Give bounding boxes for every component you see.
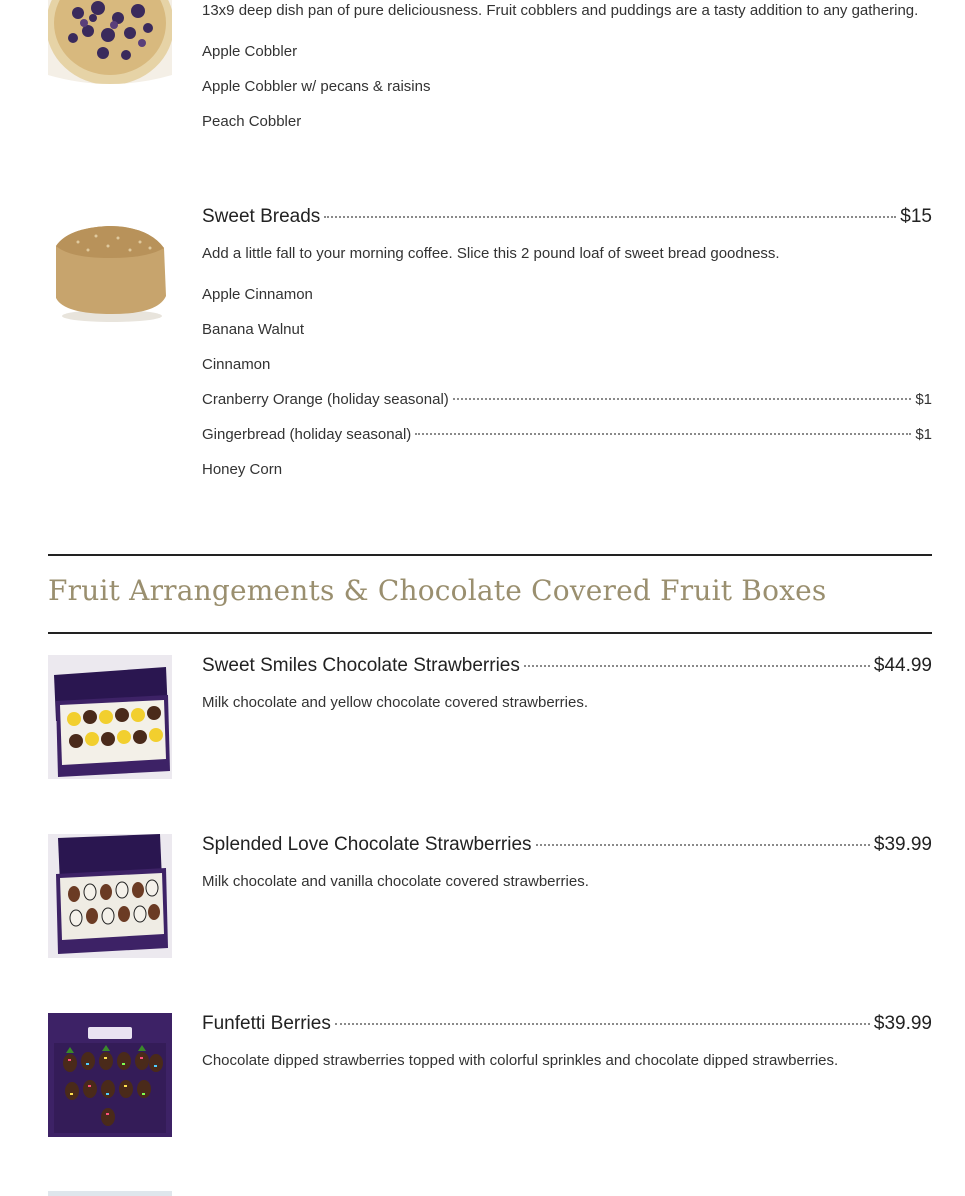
fruit-item-row	[202, 1013, 932, 1035]
cobbler-image	[48, 0, 172, 87]
fruit-item-description: Chocolate dipped strawberries topped with colorful sprinkles and chocolate dipped strawberries.	[202, 1052, 839, 1069]
item-price: $44.99	[873, 655, 932, 676]
fruit-item-row	[202, 834, 932, 856]
item-price: $39.99	[873, 1013, 932, 1034]
bread-variety: Honey Corn	[202, 461, 283, 478]
item-title: Sweet Smiles Chocolate Strawberries	[202, 655, 520, 676]
fruit-item-description: Milk chocolate and yellow chocolate covered strawberries.	[202, 694, 589, 711]
section-divider-top	[48, 554, 932, 556]
variety-price: $1	[915, 426, 932, 443]
funfetti-berries-image	[48, 1013, 172, 1137]
sweet-breads-description: Add a little fall to your morning coffee. Slice this 2 pound loaf of sweet bread goodness.	[202, 245, 780, 262]
sweet-breads-row	[202, 206, 932, 228]
section-divider-bottom	[48, 632, 932, 634]
leader-dots	[415, 433, 911, 435]
cobbler-variety: Apple Cobbler	[202, 43, 298, 60]
item-title: Funfetti Berries	[202, 1013, 331, 1034]
sweet-bread-image	[48, 206, 172, 330]
leader-dots	[335, 1023, 870, 1025]
bread-variety: Apple Cinnamon	[202, 286, 313, 303]
fruit-item-row	[202, 655, 932, 677]
variety-price: $1	[915, 391, 932, 408]
item-price: $15	[900, 206, 932, 227]
item-price: $39.99	[873, 834, 932, 855]
bread-variety-priced	[202, 426, 932, 443]
leader-dots	[536, 844, 870, 846]
fruit-item-description: Milk chocolate and vanilla chocolate covered strawberries.	[202, 873, 589, 890]
leader-dots	[324, 216, 896, 218]
item-title: Splended Love Chocolate Strawberries	[202, 834, 532, 855]
variety-name: Cranberry Orange (holiday seasonal)	[202, 391, 449, 408]
bread-variety: Banana Walnut	[202, 321, 305, 338]
sweet-smiles-image	[48, 655, 172, 779]
cobbler-variety: Peach Cobbler	[202, 113, 302, 130]
bread-variety-priced	[202, 391, 932, 408]
bread-variety: Cinnamon	[202, 356, 271, 373]
leader-dots	[453, 398, 912, 400]
cobbler-description: 13x9 deep dish pan of pure deliciousness. Fruit cobblers and puddings are a tasty addition to any gathering.	[202, 2, 919, 19]
next-item-image	[48, 1191, 172, 1196]
section-title: Fruit Arrangements & Chocolate Covered Fruit Boxes	[48, 574, 827, 607]
item-title: Sweet Breads	[202, 206, 321, 227]
splended-love-image	[48, 834, 172, 958]
cobbler-variety: Apple Cobbler w/ pecans & raisins	[202, 78, 431, 95]
leader-dots	[524, 665, 870, 667]
variety-name: Gingerbread (holiday seasonal)	[202, 426, 412, 443]
